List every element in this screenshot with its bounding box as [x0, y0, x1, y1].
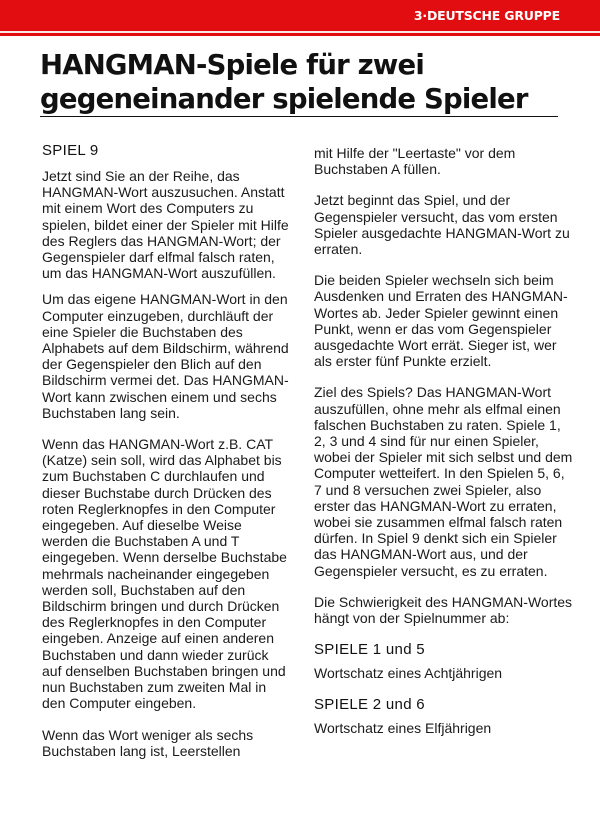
header-divider [0, 31, 600, 33]
title-rule [40, 116, 558, 117]
right-paragraph-5: Die Schwierigkeit des HANGMAN-Wortes hängt von der Spielnummer ab: [314, 593, 573, 627]
left-paragraph-1: Jetzt sind Sie an der Reihe, das HANGMAN-Wort auszusuchen. Anstatt mit einem Wort des Computers zu spielen, bildet einer der Spieler mit Hilfe des Reglers das HANGMAN-Wort; der Gegenspieler darf elfmal falsch raten, um das HANGMAN-Wort auszufüllen. [42, 168, 289, 282]
page-title [40, 48, 580, 116]
right-paragraph-2: Jetzt beginnt das Spiel, und der Gegenspieler versucht, das vom ersten Spieler ausgedachte HANGMAN-Wort zu erraten. [314, 192, 570, 258]
spiele-2-6-text: Wortschatz eines Elfjährigen [314, 720, 492, 737]
spiele-2-6-heading: SPIELE 2 und 6 [314, 696, 425, 714]
section-label: 3·DEUTSCHE GRUPPE [413, 8, 560, 23]
left-paragraph-2: Um das eigene HANGMAN-Wort in den Computer einzugeben, durchläuft der eine Spieler die Buchstaben des Alphabets auf dem Bildschirm, während der Gegenspieler den Blich auf den Bildschirm vermei det. Das HANGMAN-Wort kann zwischen einem und sechs Buchstaben lang sein. [42, 291, 289, 421]
right-paragraph-4: Ziel des Spiels? Das HANGMAN-Wort auszufüllen, ohne mehr als elfmal einen falschen Buchstaben zu raten. Spiele 1, 2, 3 und 4 sind für nur einen Spieler, wobei der Spieler mit sich selbst und dem Computer wetteifert. In den Spielen 5, 6, 7 und 8 versuchen zwei Spieler, also erster das HANGMAN-Wort zu erraten, wobei sie zusammen elfmal falsch raten dürfen. In Spiel 9 denkt sich ein Spieler das HANGMAN-Wort aus, und der Gegenspieler versucht, es zu erraten. [314, 384, 573, 579]
title-line-1: HANGMAN-Spiele für zwei [40, 49, 424, 81]
spiele-1-5-text: Wortschatz eines Achtjährigen [314, 665, 503, 682]
spiele-1-5-heading: SPIELE 1 und 5 [314, 641, 425, 659]
right-column [314, 145, 576, 752]
left-column [42, 136, 290, 774]
right-paragraph-1: mit Hilfe der "Leertaste" vor dem Buchstaben A füllen. [314, 145, 516, 178]
right-paragraph-3: Die beiden Spieler wechseln sich beim Ausdenken und Erraten des HANGMAN-Wortes ab. Jeder Spieler gewinnt einen Punkt, wenn er das vom Gegenspieler ausgedachte Wort errät. Sieger ist, wer als erster fünf Punkte erzielt. [314, 272, 568, 370]
header-bar [0, 0, 600, 36]
left-paragraph-4: Wenn das Wort weniger als sechs Buchstaben lang ist, Leerstellen [42, 726, 254, 759]
spiel-9-heading: SPIEL 9 [42, 142, 99, 159]
title-line-2: gegeneinander spielende Spieler [40, 83, 528, 115]
left-paragraph-3: Wenn das HANGMAN-Wort z.B. CAT (Katze) sein soll, wird das Alphabet bis zum Buchstaben C durchlaufen und dieser Buchstabe durch Drücken des roten Reglerknopfes in den Computer eingegeben. Auf dieselbe Weise werden die Buchstaben A und T eingegeben. Wenn derselbe Buchstabe mehrmals nacheinander eingegeben werden soll, Buchstaben auf den Bildschirm bringen und durch Drücken des Reglerknopfes in den Computer eingeben. Anzeige auf einen anderen Buchstaben und dann wieder zurück auf denselben Buchstaben bringen und nun Buchstaben zum zweiten Mal in den Computer eingeben. [42, 436, 287, 712]
